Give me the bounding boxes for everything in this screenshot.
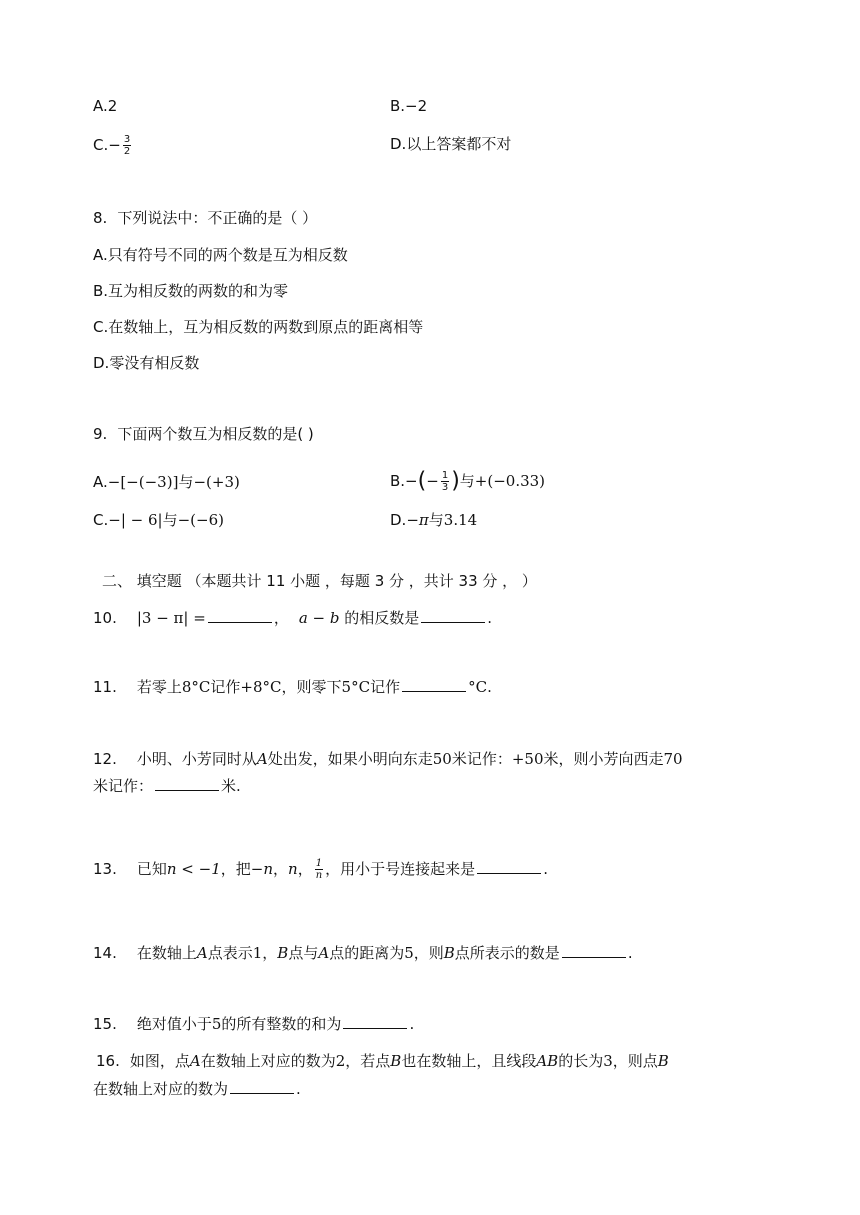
q14: 14. 在数轴上A点表示1，B点与A点的距离为5，则B点所表示的数是 . xyxy=(93,944,633,962)
q9-option-c: C.−| − 6|与−(−6) xyxy=(93,511,224,529)
q15: 15. 绝对值小于5的所有整数的和为 . xyxy=(93,1015,415,1033)
fraction: $\frac{1}{3}$ xyxy=(441,470,449,493)
q8-option-a: A.只有符号不同的两个数是互为相反数 xyxy=(93,246,348,264)
answer-blank[interactable] xyxy=(421,608,485,623)
q16-line1: 16. 如图，点A在数轴上对应的数为2，若点B也在数轴上，且线段AB的长为3，则点B xyxy=(96,1052,669,1070)
q16-line2: 在数轴上对应的数为 . xyxy=(93,1080,301,1098)
q11: 11. 若零上8°C记作+8°C，则零下5°C记作 °C. xyxy=(93,678,492,696)
q7-option-a: A.2 xyxy=(93,97,118,115)
answer-blank[interactable] xyxy=(402,677,466,692)
section-heading: 二、 填空题 （本题共计 11 小题 ，每题 3 分 ，共计 33 分 ， ） xyxy=(102,572,537,590)
q7-option-d: D.以上答案都不对 xyxy=(390,135,512,153)
answer-blank[interactable] xyxy=(477,859,541,874)
fraction: $\frac{1}{n}$ xyxy=(315,858,323,881)
answer-blank[interactable] xyxy=(208,608,272,623)
q12-line1: 12. 小明、小芳同时从A处出发，如果小明向东走50米记作：+50米，则小芳向西走70 xyxy=(93,750,683,768)
q8-option-d: D.零没有相反数 xyxy=(93,354,200,372)
q12-line2: 米记作： 米. xyxy=(93,777,241,795)
q9-stem: 9. 下面两个数互为相反数的是( ) xyxy=(93,425,314,443)
q8-stem: 8. 下列说法中：不正确的是（ ） xyxy=(93,209,318,227)
q9-option-a: A.−[−(−3)]与−(+3) xyxy=(93,473,240,491)
q8-option-c: C.在数轴上，互为相反数的两数到原点的距离相等 xyxy=(93,318,424,336)
q8-option-b: B.互为相反数的两数的和为零 xyxy=(93,282,289,300)
q13: 13. 已知n < −1，把−n，n， $\frac{1}{n}$ ，用小于号连接起来是 . xyxy=(93,858,548,881)
answer-blank[interactable] xyxy=(155,776,219,791)
answer-blank[interactable] xyxy=(562,943,626,958)
fraction: $\frac{3}{2}$ xyxy=(123,134,131,157)
q7-option-c: C.− $\frac{3}{2}$ xyxy=(93,134,131,157)
q7-option-b: B.−2 xyxy=(390,97,428,115)
q9-option-d: D.−π与3.14 xyxy=(390,511,478,529)
answer-blank[interactable] xyxy=(230,1079,294,1094)
answer-blank[interactable] xyxy=(343,1014,407,1029)
q10: 10. |3 − π| = ， a − b 的相反数是 . xyxy=(93,609,493,627)
q9-option-b: B.−(− $\frac{1}{3}$ )与+(−0.33) xyxy=(390,468,546,494)
